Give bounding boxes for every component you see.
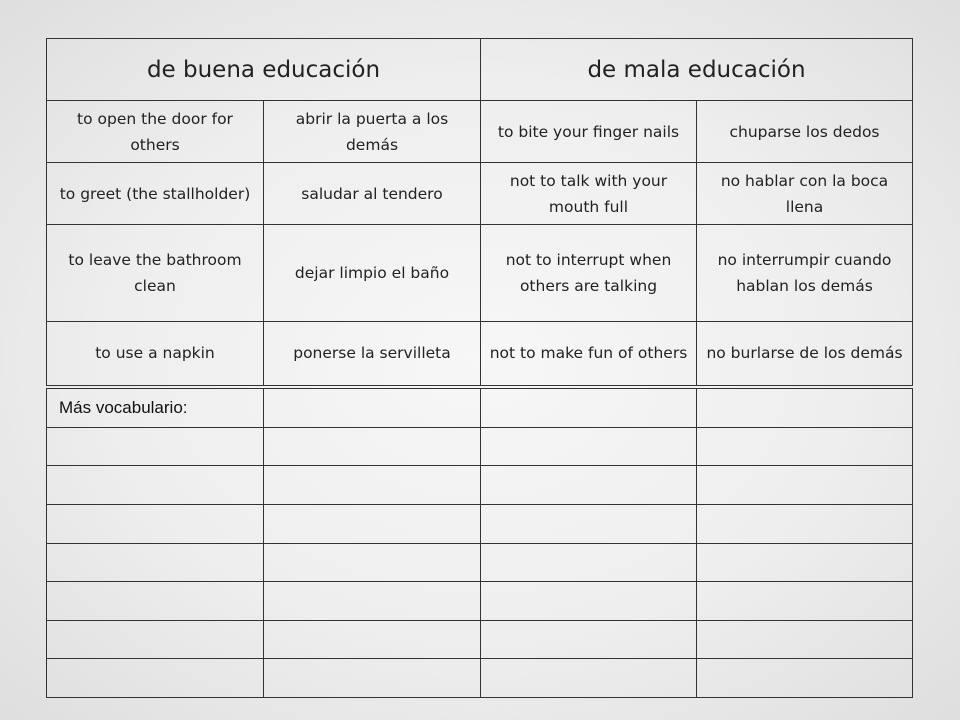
- vocab-blank-cell[interactable]: [264, 543, 481, 582]
- vocab-row: [47, 543, 913, 582]
- bad-spanish-cell: no hablar con la boca llena: [697, 163, 913, 225]
- vocab-blank-cell[interactable]: [697, 466, 913, 505]
- bad-spanish-cell: chuparse los dedos: [697, 101, 913, 163]
- vocab-blank-cell[interactable]: [47, 543, 264, 582]
- vocab-blank-cell[interactable]: [697, 427, 913, 466]
- vocab-blank-cell[interactable]: [481, 543, 697, 582]
- vocab-blank-cell[interactable]: [481, 659, 697, 698]
- header-good-manners: de buena educación: [47, 39, 481, 101]
- vocab-blank-cell[interactable]: [264, 389, 481, 428]
- vocab-blank-cell[interactable]: [47, 659, 264, 698]
- bad-spanish-cell: no burlarse de los demás: [697, 321, 913, 385]
- vocab-blank-cell[interactable]: [697, 389, 913, 428]
- vocab-row: [47, 620, 913, 659]
- table-row: [47, 225, 913, 322]
- vocab-blank-cell[interactable]: [47, 427, 264, 466]
- vocab-row: [47, 389, 913, 428]
- vocab-blank-cell[interactable]: [481, 504, 697, 543]
- table-row: [47, 101, 913, 163]
- vocab-blank-cell[interactable]: [697, 582, 913, 621]
- vocab-row: [47, 504, 913, 543]
- header-row: [47, 39, 913, 101]
- table-row: [47, 163, 913, 225]
- vocab-blank-cell[interactable]: [47, 466, 264, 505]
- bad-english-cell: not to interrupt when others are talking: [481, 225, 697, 322]
- vocab-blank-cell[interactable]: [481, 620, 697, 659]
- vocabulary-table: [46, 388, 913, 698]
- header-bad-manners: de mala educación: [481, 39, 913, 101]
- vocab-blank-cell[interactable]: [481, 582, 697, 621]
- good-spanish-cell: abrir la puerta a los demás: [264, 101, 481, 163]
- vocab-blank-cell[interactable]: [47, 620, 264, 659]
- good-english-cell: to greet (the stallholder): [47, 163, 264, 225]
- good-spanish-cell: dejar limpio el baño: [264, 225, 481, 322]
- vocab-blank-cell[interactable]: [697, 659, 913, 698]
- vocab-blank-cell[interactable]: [47, 504, 264, 543]
- vocab-blank-cell[interactable]: [264, 466, 481, 505]
- good-english-cell: to open the door for others: [47, 101, 264, 163]
- vocab-blank-cell[interactable]: [264, 427, 481, 466]
- vocab-blank-cell[interactable]: [47, 582, 264, 621]
- vocab-blank-cell[interactable]: [481, 389, 697, 428]
- good-english-cell: to use a napkin: [47, 321, 264, 385]
- bad-english-cell: to bite your finger nails: [481, 101, 697, 163]
- vocab-row: [47, 659, 913, 698]
- good-spanish-cell: ponerse la servilleta: [264, 321, 481, 385]
- vocab-blank-cell[interactable]: [481, 427, 697, 466]
- vocab-blank-cell[interactable]: [264, 582, 481, 621]
- bad-english-cell: not to make fun of others: [481, 321, 697, 385]
- bad-english-cell: not to talk with your mouth full: [481, 163, 697, 225]
- vocab-blank-cell[interactable]: [264, 659, 481, 698]
- more-vocabulary-label: Más vocabulario:: [47, 389, 264, 428]
- table-row: [47, 321, 913, 385]
- manners-table: [46, 38, 913, 386]
- vocab-blank-cell[interactable]: [481, 466, 697, 505]
- good-spanish-cell: saludar al tendero: [264, 163, 481, 225]
- good-english-cell: to leave the bathroom clean: [47, 225, 264, 322]
- vocab-row: [47, 427, 913, 466]
- vocab-blank-cell[interactable]: [264, 504, 481, 543]
- bad-spanish-cell: no interrumpir cuando hablan los demás: [697, 225, 913, 322]
- vocab-blank-cell[interactable]: [697, 543, 913, 582]
- vocab-row: [47, 582, 913, 621]
- vocab-row: [47, 466, 913, 505]
- vocab-blank-cell[interactable]: [697, 620, 913, 659]
- vocab-blank-cell[interactable]: [264, 620, 481, 659]
- vocab-blank-cell[interactable]: [697, 504, 913, 543]
